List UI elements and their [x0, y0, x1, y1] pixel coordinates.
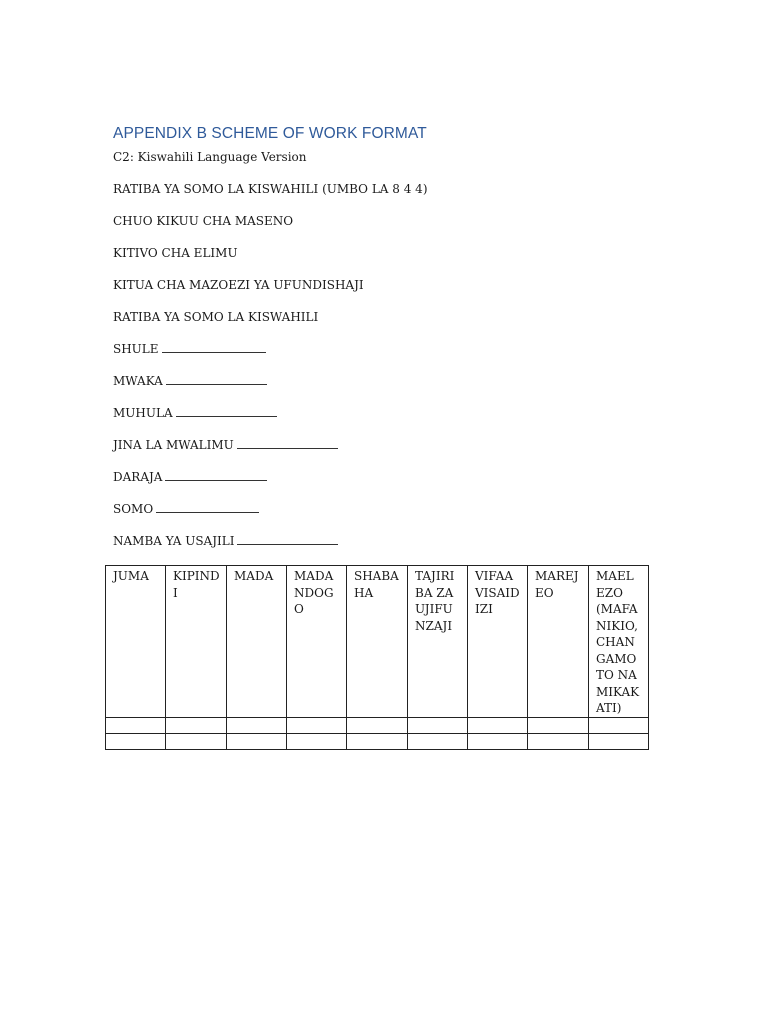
header-cell: MADA — [227, 566, 287, 718]
doc-line: KITUA CHA MAZOEZI YA UFUNDISHAJI — [113, 278, 364, 292]
table-row — [106, 733, 649, 749]
table-cell — [589, 733, 649, 749]
table-cell — [528, 733, 589, 749]
appendix-heading: APPENDIX B SCHEME OF WORK FORMAT — [113, 125, 427, 142]
header-cell: JUMA — [106, 566, 166, 718]
doc-line: RATIBA YA SOMO LA KISWAHILI — [113, 310, 319, 324]
fill-blank — [176, 406, 277, 417]
header-cell: MAELEZO (MAFANIKIO, CHANGAMOTO NA MIKAKATI) — [589, 566, 649, 718]
table-cell — [528, 717, 589, 733]
table-cell — [468, 733, 528, 749]
table-cell — [106, 717, 166, 733]
field-label: MWAKA — [113, 374, 163, 388]
header-cell: VIFAA VISAIDIZI — [468, 566, 528, 718]
table-cell — [166, 717, 227, 733]
fill-blank — [156, 502, 259, 513]
doc-line: CHUO KIKUU CHA MASENO — [113, 214, 294, 228]
subheading: C2: Kiswahili Language Version — [113, 150, 307, 164]
fill-blank — [237, 438, 338, 449]
table-cell — [287, 717, 347, 733]
table-cell — [347, 717, 408, 733]
field-mwaka — [113, 374, 267, 388]
fill-blank — [165, 470, 267, 481]
table-cell — [227, 717, 287, 733]
field-shule — [113, 342, 266, 356]
doc-line: RATIBA YA SOMO LA KISWAHILI (UMBO LA 8 4 4) — [113, 182, 428, 196]
table-cell — [106, 733, 166, 749]
table-cell — [589, 717, 649, 733]
header-cell: SHABAHA — [347, 566, 408, 718]
header-cell: MAREJEO — [528, 566, 589, 718]
table-header-row — [106, 566, 649, 718]
field-label: DARAJA — [113, 470, 163, 484]
field-somo — [113, 502, 259, 516]
field-label: NAMBA YA USAJILI — [113, 534, 235, 548]
header-cell: MADA NDOGO — [287, 566, 347, 718]
table-cell — [347, 733, 408, 749]
doc-line: KITIVO CHA ELIMU — [113, 246, 238, 260]
fill-blank — [166, 374, 267, 385]
fill-blank — [162, 342, 266, 353]
field-muhula — [113, 406, 277, 420]
table-cell — [227, 733, 287, 749]
table-cell — [408, 717, 468, 733]
field-namba-ya-usajili — [113, 534, 338, 548]
table-cell — [468, 717, 528, 733]
fill-blank — [237, 534, 338, 545]
table-cell — [166, 733, 227, 749]
field-jina-la-mwalimu — [113, 438, 338, 452]
scheme-of-work-table — [105, 565, 649, 750]
field-label: SOMO — [113, 502, 154, 516]
field-daraja — [113, 470, 267, 484]
table-row — [106, 717, 649, 733]
table-cell — [408, 733, 468, 749]
header-cell: KIPINDI — [166, 566, 227, 718]
table-cell — [287, 733, 347, 749]
header-cell: TAJIRIBA ZA UJIFUNZAJI — [408, 566, 468, 718]
field-label: JINA LA MWALIMU — [113, 438, 234, 452]
field-label: SHULE — [113, 342, 159, 356]
field-label: MUHULA — [113, 406, 173, 420]
